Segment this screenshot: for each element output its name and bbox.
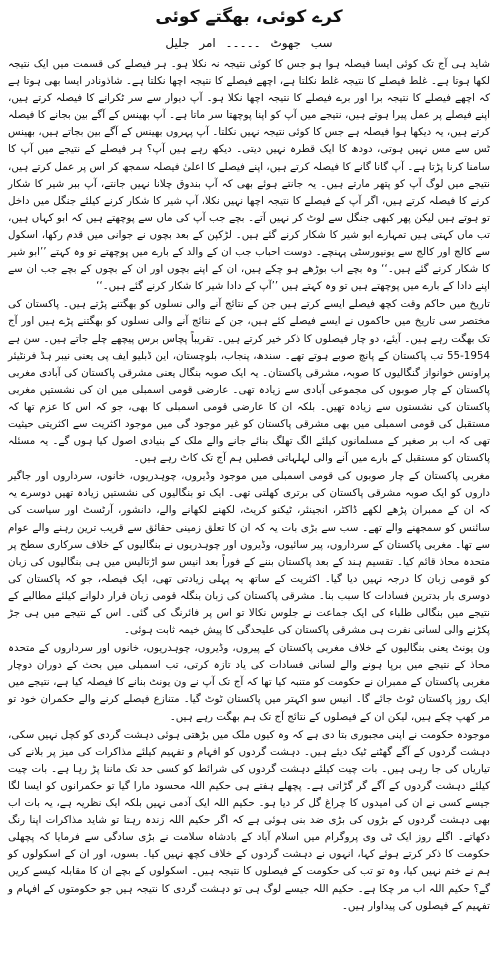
paragraph: تاریخ میں حاکم وقت کچھ فیصلے ایسے کرتے ہیں جن کے نتائج آنے والی نسلوں کو بھگتنے پڑتے ہیں۔ پاکستان کی مختصر سی تاریخ میں حاکموں نے ایسے فیصلے کئے ہیں، جن کے نتائج آنے والی نسلوں کو بھگتنے پڑے ہیں اور آج تک بھگت رہے ہیں۔ آیئے، دو چار فیصلوں کا ذکر خیر کرتے ہیں۔ تقریباً پچاس برس پیچھے چلے جاتے ہیں۔ سن ہے 1954-55 تب پاکستان کے پانچ صوبے ہوتے تھے۔ سندھ، پنجاب، بلوچستان، این ڈبلیو ایف پی یعنی نیبر ہڈ فرنٹیئر پراونس خوانواز گنگالیوں کا صوبہ، مشرقی پاکستان۔ یہ ایک صوبہ بنگال یعنی مشرقی پاکستان کی آبادی مغربی پاکستان کے چار صوبوں کی مجموعی آبادی سے زیادہ تھی۔ عارضی قومی اسمبلی میں ان کی نشستیں مغربی پاکستان کی نشستوں سے زیادہ تھیں۔ بلکہ ان کا عارضی قومی اسمبلی کا بھی، جو کہ اس کا عزم تھا کہ مستقبل کی قومی اسمبلی میں بھی مشرقی پاکستان کو غیر موجود گی میں موجود اکثریت سے اکثریتی حیثیت تھی کہ اب بر صغیر کے مسلمانوں کیلئے الگ تھلگ بنائے جانے والے ملک کے بنیادی اصول کیا ہوں گے۔ یہ مسئلہ پاکستان کو مستقبل کے بارے میں آنے والی لہلہاتی فصلیں ہم آج تک کاٹ رہے ہیں۔ [8, 298, 490, 465]
paragraph: ون یونٹ یعنی بنگالیوں کے خلاف مغربی پاکستان کے پیروں، وڈیروں، چوہدریوں، خانوں اور سرداروں کے متحدہ محاذ کے نتیجے میں برپا ہونے والے لسانی فسادات کی یاد تازہ کرتی، تب اسمبلی میں بحث کے دوران دوچار مغربی پاکستان کے ممبران نے حکومت کو متنبہ کیا تھا کہ آج تک آپ نے ون یونٹ بنانے کا فیصلہ کیا ہے، نتیجے میں ایک روز پاکستان ٹوٹ جائے گا۔ انیس سو اکہتر میں پاکستان ٹوٹ گیا۔ متنازع فیصلے کرنے والے حکمران خود تو مر کھپ چکے ہیں، لیکن ان کے فیصلوں کے نتائج آج تک ہم بھگت رہے ہیں۔ [8, 642, 490, 723]
column-byline: سب جھوٹ ۔۔۔۔۔ امر جلیل [165, 36, 333, 50]
column-title: کرے کوئی، بھگتے کوئی [155, 7, 343, 27]
paragraph: موجودہ حکومت نے اپنی مجبوری بتا دی ہے کہ وہ کیوں ملک میں بڑھتی ہوئی دہشت گردی کو کچل نہیں سکی، دہشت گردوں کے آگے گھٹنے ٹیک دیئے ہیں۔ دہشت گردوں کو افہام و تفہیم کیلئے مذاکرات کی میز پر بلانے کی تیاریاں کی جا رہی ہیں۔ بات چیت کیلئے دہشت گردوں کی شرائط کو کسی حد تک ماننا پڑ رہا ہے۔ بات چیت کیلئے دہشت گردوں کے آگے گر گڑاتی ہے۔ پچھلے ہفتے ہی حکیم اللہ محسود مارا گیا تو حکمرانوں کو ایسا لگا جیسے کسی نے ان کی امیدوں کا چراغ گل کر دیا ہو۔ حکیم اللہ ایک آدمی نہیں بلکہ ایک نظریہ ہے، یہ بات اب بھی دہشت گردوں کے بڑوں کی بڑی ضد بنی ہوئی ہے کہ اگر حکیم اللہ زندہ رہتا تو شاید مذاکرات اپنا رنگ دکھاتے۔ اگلے روز ایک ٹی وی پروگرام میں اسلام آباد کے بادشاہ سلامت نے بڑی سادگی سے فرمایا کہ پچھلی حکومت کا ذکر کرتے ہوئے کہا، انہوں نے دہشت گردوں کے خلاف کچھ نہیں کیا۔ بسوں، اور ان کے اسکولوں کو ہم نے ختم نہیں کیا، وہ تو تب کی حکومت کے فیصلوں کا نتیجہ ہیں۔ اسکولوں کے بچے ان کا مقابلہ کیسے کریں گے؟ حکیم اللہ اب مر چکا ہے۔ حکیم اللہ جیسے لوگ ہی تو دہشت گردی کا نتیجہ ہیں جو حکومتوں کے افہام و تفہیم کے فیصلوں کی پیداوار ہیں۔ [8, 728, 490, 912]
paragraph: شاید ہی آج تک کوئی ایسا فیصلہ ہوا ہو جس کا کوئی نتیجہ نہ نکلا ہو۔ ہر فیصلے کی قسمت میں ایک نتیجہ لکھا ہوتا ہے۔ غلط فیصلے کا نتیجہ غلط نکلتا ہے، اچھے فیصلے کا نتیجہ اچھا نکلتا ہے۔ شاذونادر ایسا بھی ہوتا ہے کہ اچھے فیصلے کا نتیجہ برا اور برے فیصلے کا نتیجہ اچھا نکلا ہو۔ آپ دیوار سے سر ٹکرانے کا فیصلہ کرتے ہیں، اپنے فیصلے پر عمل پیرا ہوتے ہیں، نتیجے میں آپ کو اپنا پوچھتا سر ماتا ہے۔ آپ بھینس کے آگے بین بجانے کا فیصلہ کرتے ہیں، یہ دیکھا ہوا فیصلہ ہے جس کا کوئی نتیجہ نہیں نکلتا۔ آپ پہروں بھینس کے آگے بین بجاتے ہیں، بھینس ٹس سے مس نہیں ہوتی، دودھ کا ایک قطرہ نہیں دیتی۔ دیکھ رہے ہیں آپ؟ ہر فیصلے کے نتیجے میں آپ کا سامنا کرنا پڑتا ہے۔ آپ گانا گانے کا فیصلہ کرتے ہیں، اپنے فیصلے کا اعلیٰ فیصلہ سمجھ کر اس پر عمل کرتے ہیں، نتیجے میں لوگ آپ کو پتھر مارتے ہیں۔ یہ جانتے ہوئے بھی کہ آپ بندوق چلانا نہیں جانتے، آپ ببر شیر کا شکار کرنے کا فیصلہ کرتے ہیں، اگر آپ کے فیصلے کا نتیجہ اچھا نہیں نکلا، آپ شیر کا شکار کرنے کیلئے جنگل میں داخل تو ہوتے ہیں لیکن پھر کبھی جنگل سے لوٹ کر نہیں آتے۔ بچے جب آپ کی ماں سے پوچھتے ہیں کہ ابو کہاں ہیں، تب ماں کہتی ہیں تمہارے ابو شیر کا شکار کرنے گئے ہیں۔ لڑکپن کے بعد بچوں نے جوانی میں قدم رکھا، اسکول سے کالج اور کالج سے یونیورسٹی پہنچے۔ دوست احباب جب ان کے والد کے بارے میں پوچھتے تو وہ کہتے ’’ابو شیر کا شکار کرنے گئے ہیں۔‘‘ وہ بچے اب بوڑھے ہو چکے ہیں، ان کے اپنے بچوں اور ان کے بچوں کے بچے جب ان سے اپنے دادا کے بارے میں پوچھتے ہیں تو وہ کہتے ہیں ’’آپ کے دادا شیر کا شکار کرنے گئے ہیں۔‘‘ [8, 58, 490, 293]
paragraph: مغربی پاکستان کے چار صوبوں کی قومی اسمبلی میں موجود وڈیروں، چوہدریوں، خانوں، سرداروں اور جاگیر داروں کو ایک صوبہ مشرقی پاکستان کی برتری کھلتی تھی۔ ایک تو بنگالیوں کی نشستیں زیادہ تھیں دوسرے یہ کہ ان کے ممبران پڑھے لکھے ڈاکٹر، انجینئر، ٹیکنو کریٹ، لکھنے لکھانے والے، دانشور، آرٹسٹ اور سیاست کی سائنس کو سمجھنے والے تھے۔ سب سے بڑی بات یہ کہ ان کا تعلق زمینی حقائق سے قریب ترین رہنے والے عوام سے تھا۔ مغربی پاکستان کے سرداروں، پیر سائیوں، وڈیروں اور چوہدریوں نے بنگالیوں کے خلاف سرکاری سطح پر متحدہ محاذ قائم کیا۔ تقسیم ہند کے بعد پاکستان بننے کے فوراً بعد انیس سو اڑتالیس میں ہی بنگالیوں کی زبان کو قومی زبان کا درجہ نہیں دیا گیا۔ اکثریت کے ساتھ یہ پہلی زیادتی تھی، ایک فیصلہ، جو کہ پاکستان کی دوسری بار بدترین فسادات کا سبب بنا۔ مشرقی پاکستان کی زبان بنگلہ قومی زبان قرار دلوانے کیلئے مطالبے کے نتیجے میں بنگالی طلباء کی ایک جماعت نے جلوس نکالا تو اس پر فائرنگ کی گئی۔ اس کے نتیجے میں ہی جڑ پکڑنے والی لسانی نفرت ہی مشرقی پاکستان کی علیحدگی کا پیش خیمہ ثابت ہوئی۔ [8, 470, 490, 637]
column-body [8, 56, 490, 915]
